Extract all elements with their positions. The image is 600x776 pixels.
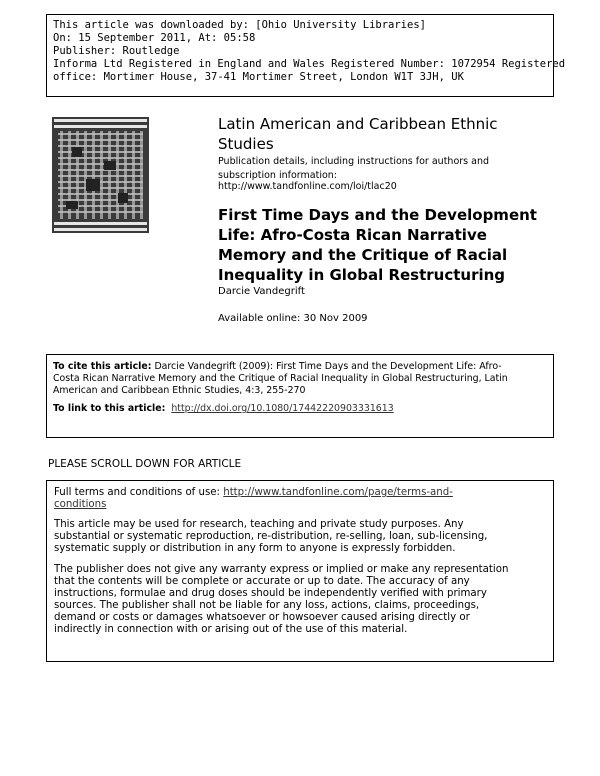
disclaimer-paragraph (54, 564, 546, 636)
disclaimer-line-6: indirectly in connection with or arising out of the use of this material. (54, 624, 408, 635)
terms-box (46, 480, 554, 662)
journal-cover-thumbnail (52, 117, 149, 233)
usage-line-1: This article may be used for research, teaching and private study purposes. Any (54, 519, 464, 530)
journal-url[interactable]: http://www.tandfonline.com/loi/tlac20 (218, 181, 397, 192)
disclaimer-line-5: demand or costs or damages whatsoever or howsoever caused arising directly or (54, 612, 470, 623)
journal-info (218, 114, 558, 193)
article-title-line-2: Life: Afro-Costa Rican Narrative (218, 226, 487, 244)
doi-link[interactable]: http://dx.doi.org/10.1080/17442220903331613 (171, 403, 394, 414)
article-author: Darcie Vandegrift (218, 286, 305, 297)
download-date-line: On: 15 September 2011, At: 05:58 (53, 32, 256, 44)
registration-line: Informa Ltd Registered in England and Wales Registered Number: 1072954 Registered (53, 58, 566, 70)
usage-line-2: substantial or systematic reproduction, re-distribution, re-selling, loan, sub-licensing, (54, 531, 488, 542)
link-label: To link to this article: (53, 403, 166, 414)
terms-link-continued[interactable]: conditions (54, 499, 107, 510)
article-title-line-4: Inequality in Global Restructuring (218, 266, 506, 284)
office-address-line: office: Mortimer House, 37-41 Mortimer Street, London W1T 3JH, UK (53, 71, 464, 83)
disclaimer-line-1: The publisher does not give any warranty express or implied or make any representation (54, 564, 509, 575)
disclaimer-line-2: that the contents will be complete or accurate or up to date. The accuracy of any (54, 576, 470, 587)
citation-text-1: Darcie Vandegrift (2009): First Time Days and the Development Life: Afro- (151, 361, 502, 372)
terms-intro-label: Full terms and conditions of use: (54, 487, 220, 498)
usage-line-3: systematic supply or distribution in any form to anyone is expressly forbidden. (54, 543, 456, 554)
disclaimer-line-3: instructions, formulae and drug doses should be independently verified with primary (54, 588, 487, 599)
citation-line-3: American and Caribbean Ethnic Studies, 4:3, 255-270 (53, 385, 306, 396)
download-info-box (46, 14, 566, 97)
article-title-line-1: First Time Days and the Development (218, 206, 537, 224)
available-online-date: Available online: 30 Nov 2009 (218, 313, 368, 324)
publication-details-line-1: Publication details, including instructions for authors and (218, 156, 490, 167)
usage-paragraph (54, 519, 546, 555)
citation-line-2: Costa Rican Narrative Memory and the Critique of Racial Inequality in Global Restructuring, Latin (53, 373, 508, 384)
journal-title-line-2: Studies (218, 135, 274, 153)
citation-line-1 (53, 361, 547, 373)
publication-details-line-2: subscription information: (218, 169, 337, 181)
citation-box (46, 354, 554, 438)
download-line-1: This article was downloaded by: [Ohio University Libraries] (53, 19, 426, 31)
article-info (218, 205, 558, 325)
journal-title-line-1: Latin American and Caribbean Ethnic (218, 115, 498, 133)
terms-link[interactable]: http://www.tandfonline.com/page/terms-and- (223, 487, 453, 498)
doi-link-line (53, 403, 547, 415)
disclaimer-line-4: sources. The publisher shall not be liable for any loss, actions, claims, proceedings, (54, 600, 480, 611)
article-title-line-3: Memory and the Critique of Racial (218, 246, 508, 264)
scroll-down-notice: PLEASE SCROLL DOWN FOR ARTICLE (48, 458, 242, 470)
publisher-line: Publisher: Routledge (53, 45, 180, 57)
terms-intro (54, 487, 546, 511)
cite-label: To cite this article: (53, 361, 152, 372)
